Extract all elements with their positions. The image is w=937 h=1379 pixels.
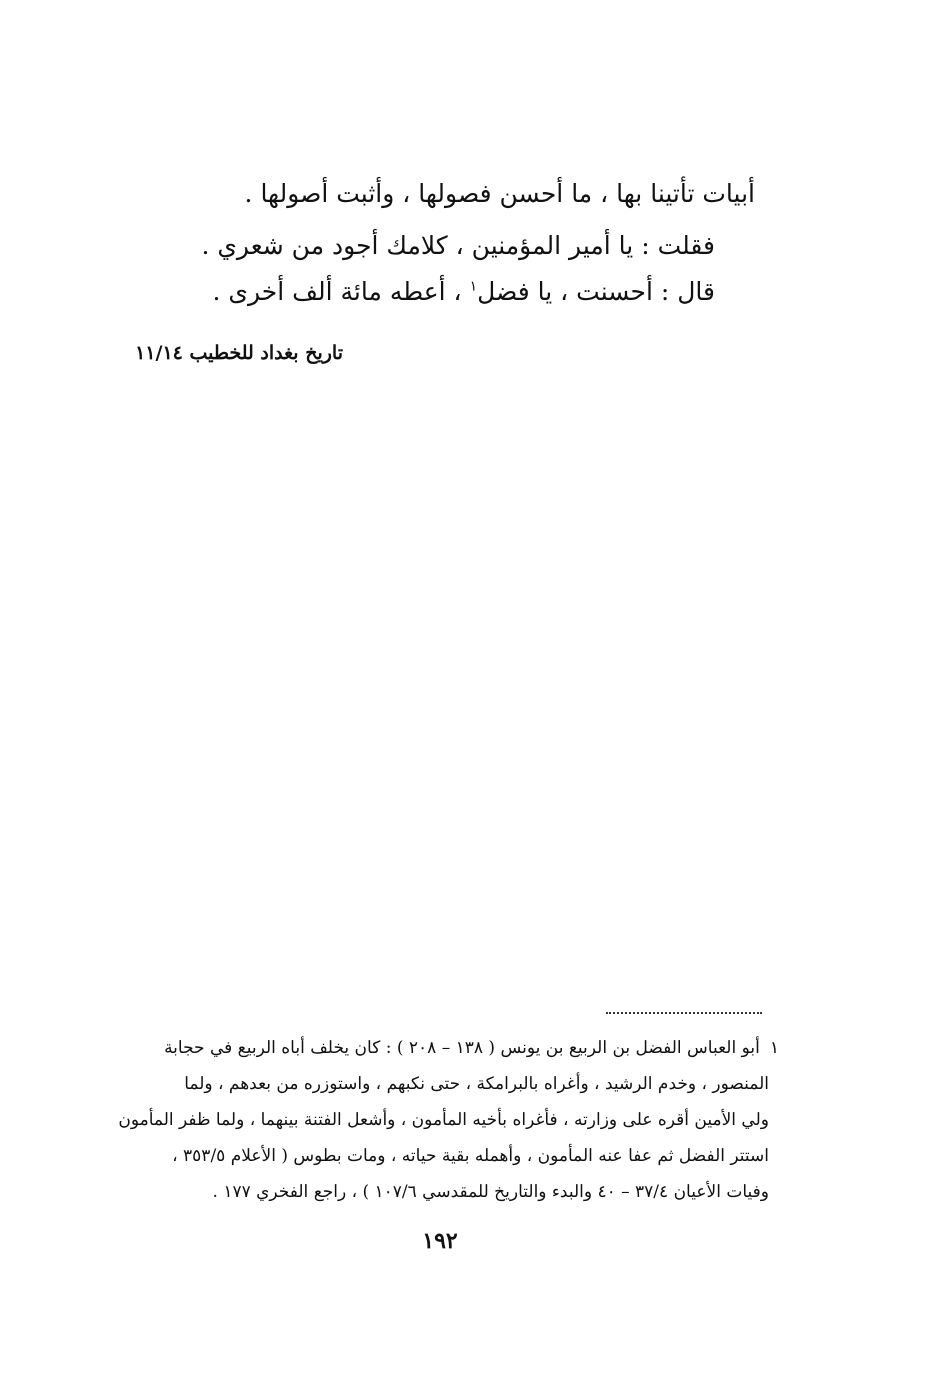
footnote-line-2: المنصور ، وخدم الرشيد ، وأغراه بالبرامكة ، حتى نكبهم ، واستوزره من بعدهم ، ولما	[184, 1074, 769, 1094]
footnote-line-1-text: أبو العباس الفضل بن الربيع بن يونس ( ١٣٨ – ٢٠٨ ) : كان يخلف أباه الربيع في حجابة	[164, 1038, 760, 1058]
footnote-line-1	[164, 1034, 779, 1062]
footnote-reference-marker: ١	[469, 278, 478, 295]
footnote-divider	[606, 1012, 762, 1014]
body-line-2: فقلت : يا أمير المؤمنين ، كلامك أجود من شعري .	[201, 231, 715, 260]
footnote-number: ١	[769, 1038, 779, 1058]
footnote-line-5: وفيات الأعيان ٣٧/٤ – ٤٠ والبدء والتاريخ للمقدسي ١٠٧/٦ ) ، راجع الفخري ١٧٧ .	[212, 1182, 769, 1202]
page-number: ١٩٢	[422, 1228, 458, 1254]
body-line-3	[213, 272, 715, 312]
footnote-line-3: ولي الأمين أقره على وزارته ، فأغراه بأخيه المأمون ، وأشعل الفتنة بينهما ، ولما ظفر المأمون	[118, 1110, 769, 1130]
body-line-1: أبيات تأتينا بها ، ما أحسن فصولها ، وأثبت أصولها .	[244, 179, 755, 208]
body-line-3-start: قال : أحسنت ، يا فضل	[477, 277, 715, 306]
footnote-line-4: استتر الفضل ثم عفا عنه المأمون ، وأهمله بقية حياته ، ومات بطوس ( الأعلام ٣٥٣/٥ ،	[172, 1146, 769, 1166]
body-line-3-end: ، أعطه مائة ألف أخرى .	[212, 277, 462, 306]
source-citation: تاريخ بغداد للخطيب ١١/١٤	[135, 342, 343, 364]
